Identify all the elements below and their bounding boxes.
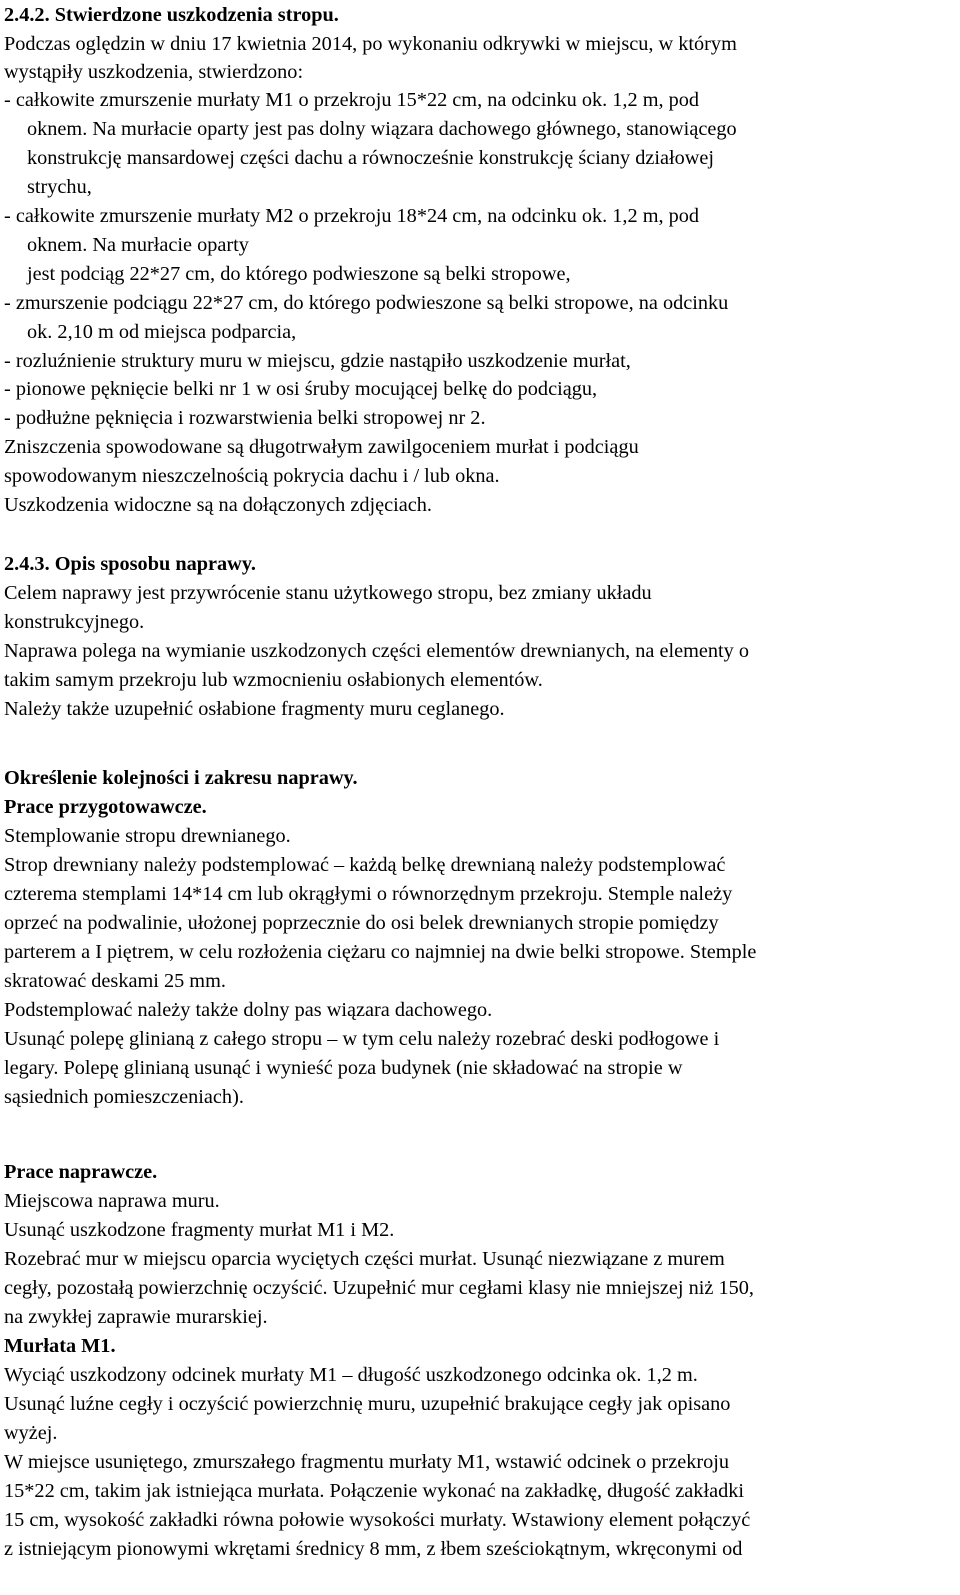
text-line: konstrukcję mansardowej części dachu a równocześnie konstrukcję ściany działowej bbox=[27, 147, 715, 169]
text-line: jest podciąg 22*27 cm, do którego podwieszone są belki stropowe, bbox=[27, 263, 571, 285]
text-line: - całkowite zmurszenie murłaty M1 o przekroju 15*22 cm, na odcinku ok. 1,2 m, pod bbox=[4, 89, 700, 111]
text-line: Wyciąć uszkodzony odcinek murłaty M1 – długość uszkodzonego odcinka ok. 1,2 m. bbox=[4, 1364, 698, 1386]
text-line: - pionowe pęknięcie belki nr 1 w osi śruby mocującej belkę do podciągu, bbox=[4, 378, 598, 400]
text-line: Stemplowanie stropu drewnianego. bbox=[4, 825, 291, 847]
text-line: sąsiednich pomieszczeniach). bbox=[4, 1086, 244, 1108]
text-line: cegły, pozostałą powierzchnię oczyścić. Uzupełnić mur cegłami klasy nie mniejszej niż 150, bbox=[4, 1277, 754, 1299]
text-line: na zwykłej zaprawie murarskiej. bbox=[4, 1306, 268, 1328]
text-line: oprzeć na podwalinie, ułożonej poprzecznie do osi belek drewnianych stropie pomiędzy bbox=[4, 912, 719, 934]
text-line: czterema stemplami 14*14 cm lub okrągłymi o równorzędnym przekroju. Stemple należy bbox=[4, 883, 733, 905]
text-line: Usunąć luźne cegły i oczyścić powierzchnię muru, uzupełnić brakujące cegły jak opisano bbox=[4, 1393, 731, 1415]
text-line: spowodowanym nieszczelnością pokrycia dachu i / lub okna. bbox=[4, 465, 500, 487]
text-line: Usunąć uszkodzone fragmenty murłat M1 i M2. bbox=[4, 1219, 395, 1241]
text-line: Miejscowa naprawa muru. bbox=[4, 1190, 220, 1212]
text-line: Rozebrać mur w miejscu oparcia wyciętych części murłat. Usunąć niezwiązane z murem bbox=[4, 1248, 725, 1270]
subheading-wall-plate-m1: Murłata M1. bbox=[4, 1335, 116, 1357]
text-line: Podczas oględzin w dniu 17 kwietnia 2014, po wykonaniu odkrywki w miejscu, w którym bbox=[4, 33, 737, 55]
text-line: strychu, bbox=[27, 176, 92, 198]
subheading-repair-work: Prace naprawcze. bbox=[4, 1161, 158, 1183]
text-line: legary. Polepę glinianą usunąć i wynieść poza budynek (nie składować na stropie w bbox=[4, 1057, 683, 1079]
section-heading-2-4-2: 2.4.2. Stwierdzone uszkodzenia stropu. bbox=[4, 4, 339, 26]
text-line: 15 cm, wysokość zakładki równa połowie wysokości murłaty. Wstawiony element połączyć bbox=[4, 1509, 751, 1531]
text-line: - rozluźnienie struktury muru w miejscu, gdzie nastąpiło uszkodzenie murłat, bbox=[4, 350, 631, 372]
section-heading-2-4-3: 2.4.3. Opis sposobu naprawy. bbox=[4, 553, 256, 575]
text-line: parterem a I piętrem, w celu rozłożenia ciężaru co najmniej na dwie belki stropowe. Stemple bbox=[4, 941, 757, 963]
subheading-preparatory-work: Prace przygotowawcze. bbox=[4, 796, 207, 818]
text-line: Zniszczenia spowodowane są długotrwałym zawilgoceniem murłat i podciągu bbox=[4, 436, 639, 458]
subheading-sequence-scope: Określenie kolejności i zakresu naprawy. bbox=[4, 767, 358, 789]
text-line: Podstemplować należy także dolny pas wiązara dachowego. bbox=[4, 999, 493, 1021]
text-line: - podłużne pęknięcia i rozwarstwienia belki stropowej nr 2. bbox=[4, 407, 486, 429]
text-line: wystąpiły uszkodzenia, stwierdzono: bbox=[4, 61, 304, 83]
text-line: Celem naprawy jest przywrócenie stanu użytkowego stropu, bez zmiany układu bbox=[4, 582, 652, 604]
text-line: takim samym przekroju lub wzmocnieniu osłabionych elementów. bbox=[4, 669, 543, 691]
text-line: Usunąć polepę glinianą z całego stropu – w tym celu należy rozebrać deski podłogowe i bbox=[4, 1028, 720, 1050]
text-line: W miejsce usuniętego, zmurszałego fragmentu murłaty M1, wstawić odcinek o przekroju bbox=[4, 1451, 730, 1473]
text-line: - całkowite zmurszenie murłaty M2 o przekroju 18*24 cm, na odcinku ok. 1,2 m, pod bbox=[4, 205, 700, 227]
text-line: Należy także uzupełnić osłabione fragmenty muru ceglanego. bbox=[4, 698, 505, 720]
text-line: z istniejącym pionowymi wkrętami średnicy 8 mm, z łbem sześciokątnym, wkręconymi od bbox=[4, 1538, 743, 1560]
text-line: - zmurszenie podciągu 22*27 cm, do którego podwieszone są belki stropowe, na odcinku bbox=[4, 292, 729, 314]
text-line: Uszkodzenia widoczne są na dołączonych zdjęciach. bbox=[4, 494, 432, 516]
text-line: Naprawa polega na wymianie uszkodzonych części elementów drewnianych, na elementy o bbox=[4, 640, 750, 662]
text-line: oknem. Na murłacie oparty bbox=[27, 234, 249, 256]
text-line: oknem. Na murłacie oparty jest pas dolny wiązara dachowego głównego, stanowiącego bbox=[27, 118, 737, 140]
text-line: skratować deskami 25 mm. bbox=[4, 970, 226, 992]
text-line: 15*22 cm, takim jak istniejąca murłata. Połączenie wykonać na zakładkę, długość zakładki bbox=[4, 1480, 744, 1502]
text-line: konstrukcyjnego. bbox=[4, 611, 145, 633]
text-line: ok. 2,10 m od miejsca podparcia, bbox=[27, 321, 297, 343]
text-line: wyżej. bbox=[4, 1422, 58, 1444]
text-line: Strop drewniany należy podstemplować – każdą belkę drewnianą należy podstemplować bbox=[4, 854, 726, 876]
